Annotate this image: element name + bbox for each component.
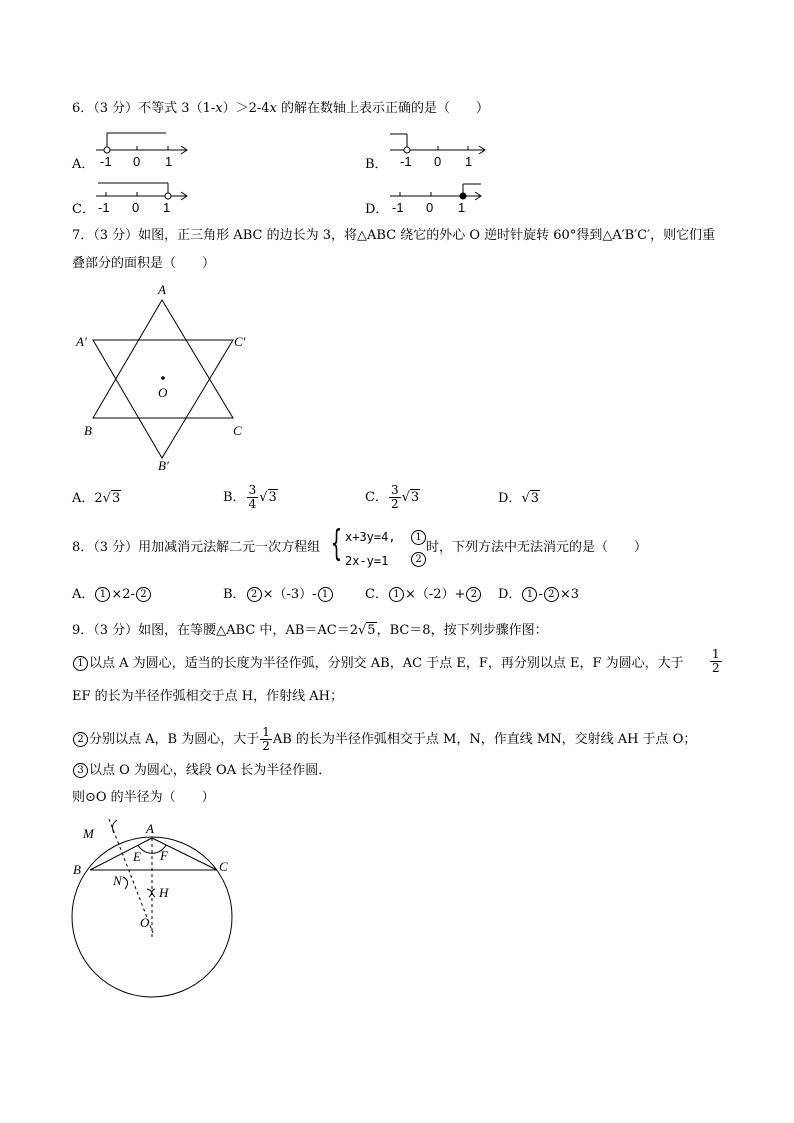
- q9-label-C: C: [219, 859, 228, 874]
- q8-stem-a: 8．（3 分）用加减消元法解二元一次方程组: [72, 540, 321, 555]
- q7-label-A-prime: A′: [76, 334, 87, 349]
- q7-stem-line2: 叠部分的面积是（ ）: [72, 256, 216, 271]
- q8-equation-2: 2x-y=1: [345, 554, 389, 568]
- q6-c-tick-0: 0: [132, 200, 140, 215]
- q9-step2: 2 分别以点 A，B 为圆心，大于 $\frac{1}{2}$ AB 的长为半径作弧相交于点 M，N，作直线 MN，交射线 AH 于点 O；: [72, 726, 696, 753]
- q8-option-c[interactable]: C． 1 ×（-2）+ 2: [365, 587, 482, 603]
- q7-label-C-prime: C′: [234, 334, 246, 349]
- q9-label-O: O: [140, 915, 150, 930]
- q9-step1-cont: EF 的长为半径作弧相交于点 H，作射线 AH；: [72, 689, 343, 704]
- q6-d-tick-1: 1: [458, 200, 466, 215]
- q7-figure-hexagram: [70, 280, 260, 475]
- q8-stem-b: 时，下列方法中无法消元的是（ ）: [426, 540, 648, 555]
- q9-label-E: E: [133, 849, 141, 864]
- q7-stem-line1: 7．（3 分）如图，正三角形 ABC 的边长为 3，将△ABC 绕它的外心 O 逆时针旋转 60°得到△A′B′C′，则它们重: [72, 228, 716, 243]
- q9-label-H: H: [159, 885, 169, 900]
- q8-left-brace: {: [330, 523, 343, 564]
- q9-label-M: M: [83, 826, 94, 841]
- q8-equation-1: x+3y=4,: [345, 530, 396, 544]
- q9-step1: 1 以点 A 为圆心，适当的长度为半径作弧，分别交 AB，AC 于点 E，F，再分别以点 E，F 为圆心，大于: [72, 656, 684, 672]
- q7-label-O: O: [158, 385, 168, 400]
- q7-option-d[interactable]: D．√3: [498, 491, 540, 506]
- q6-b-tick-neg1: -1: [400, 154, 412, 169]
- q8-mark-2: 2: [411, 552, 426, 567]
- q6-option-c-label[interactable]: C．: [72, 202, 95, 217]
- q6-option-c-numberline[interactable]: [94, 176, 194, 216]
- q6-b-tick-1: 1: [465, 154, 473, 169]
- q8-option-b[interactable]: B． 2 ×（-3）- 1: [223, 587, 334, 603]
- q6-c-tick-1: 1: [163, 200, 171, 215]
- q7-option-b[interactable]: B． $\frac{3}{4}$ √3: [223, 483, 277, 511]
- q9-figure-circle-construction: [65, 815, 245, 1015]
- q6-d-tick-0: 0: [426, 200, 434, 215]
- q6-option-b-label[interactable]: B．: [365, 157, 388, 172]
- q9-label-A: A: [146, 821, 154, 836]
- q6-c-tick-neg1: -1: [98, 200, 110, 215]
- q7-label-A: A: [158, 282, 166, 297]
- q9-stem: 9．（3 分）如图，在等腰△ABC 中，AB＝AC＝2√5，BC＝8，按下列步骤作图：: [72, 623, 548, 638]
- q9-step3: 3 以点 O 为圆心，线段 OA 长为半径作圆．: [72, 763, 331, 779]
- q6-option-d-numberline[interactable]: [388, 176, 488, 216]
- q6-option-b-numberline[interactable]: [388, 130, 488, 170]
- q8-option-a[interactable]: A． 1 ×2- 2: [72, 587, 152, 603]
- q9-label-N: N: [113, 873, 122, 888]
- q6-b-tick-0: 0: [434, 154, 442, 169]
- q9-step1-fraction: $\frac{1}{2}$: [712, 647, 720, 675]
- q9-question: 则⊙O 的半径为（ ）: [72, 790, 215, 805]
- q6-option-a-label[interactable]: A．: [72, 157, 95, 172]
- q7-label-B: B: [84, 423, 92, 438]
- q7-label-C: C: [233, 423, 242, 438]
- q8-option-d[interactable]: D． 1 - 2 ×3: [498, 587, 580, 602]
- q9-label-B: B: [73, 862, 81, 877]
- q6-option-a-numberline[interactable]: [94, 130, 194, 170]
- q8-mark-1: 1: [411, 530, 426, 545]
- q7-option-c[interactable]: C． $\frac{3}{2}$ √3: [365, 483, 420, 511]
- q6-a-tick-neg1: -1: [100, 154, 112, 169]
- q7-label-B-prime: B′: [158, 458, 169, 473]
- q6-stem: 6．（3 分）不等式 3（1-x）＞2-4x 的解在数轴上表示正确的是（ ）: [72, 101, 490, 116]
- q6-d-tick-neg1: -1: [392, 200, 404, 215]
- q6-option-d-label[interactable]: D．: [365, 202, 389, 217]
- q6-a-tick-0: 0: [133, 154, 141, 169]
- q7-option-a[interactable]: A．2√3: [72, 491, 121, 506]
- q9-label-F: F: [160, 848, 168, 863]
- q6-a-tick-1: 1: [165, 154, 173, 169]
